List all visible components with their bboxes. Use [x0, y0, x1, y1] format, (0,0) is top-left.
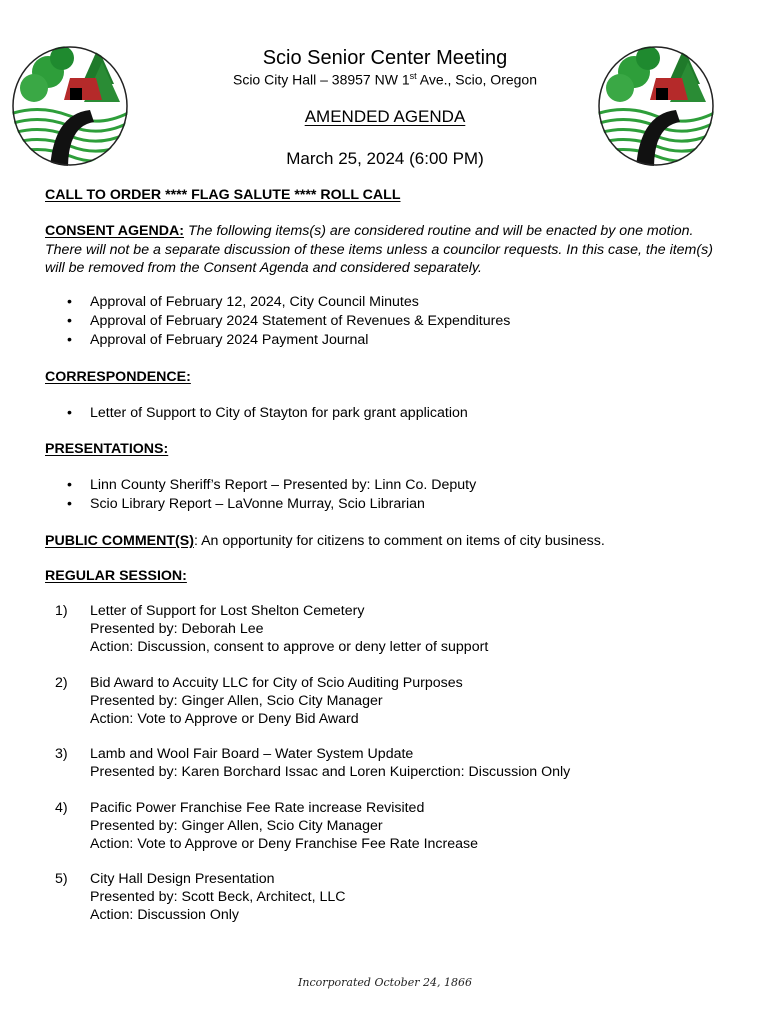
list-item-text: Approval of February 2024 Statement of Revenues & Expenditures — [90, 313, 511, 329]
item-action: Action: Discussion, consent to approve or deny letter of support — [90, 639, 489, 655]
agenda-title: AMENDED AGENDA — [304, 107, 466, 126]
regular-session-heading: REGULAR SESSION: — [45, 568, 187, 584]
item-number: 1) — [55, 603, 68, 619]
location-superscript: st — [409, 71, 417, 81]
call-to-order-heading: CALL TO ORDER **** FLAG SALUTE **** ROLL CALL — [45, 187, 401, 203]
list-item — [45, 293, 715, 312]
consent-agenda-section — [45, 222, 715, 278]
agenda-item-5 — [45, 870, 715, 924]
list-item-text: Approval of February 2024 Payment Journal — [90, 332, 369, 348]
bullet-icon: • — [67, 313, 72, 329]
item-number: 5) — [55, 871, 68, 887]
bullet-icon: • — [67, 332, 72, 348]
item-presenter: Presented by: Karen Borchard Issac and Loren Kuiperction: Discussion Only — [90, 764, 571, 780]
agenda-item-1 — [45, 602, 715, 656]
list-item — [45, 476, 715, 495]
correspondence-heading: CORRESPONDENCE: — [45, 369, 191, 385]
location-text-end: Ave., Scio, Oregon — [416, 71, 538, 88]
list-item — [45, 312, 715, 331]
item-action: Action: Vote to Approve or Deny Bid Award — [90, 711, 359, 727]
agenda-item-3 — [45, 745, 715, 781]
consent-agenda-intro: The following items(s) are considered routine and will be enacted by one motion. There will not be a separate discussion of these items unless a councilor requests. In this case, the item(s) will be removed from the Consent Agenda and considered separately. — [45, 223, 713, 276]
bullet-icon: • — [67, 477, 72, 493]
incorporation-footer: Incorporated October 24, 1866 — [298, 976, 472, 989]
bullet-icon: • — [67, 496, 72, 512]
public-comment-section — [45, 532, 715, 551]
presentations-list — [45, 476, 715, 514]
list-item-text: Scio Library Report – LaVonne Murray, Scio Librarian — [90, 496, 425, 512]
item-number: 3) — [55, 746, 68, 762]
item-presenter: Presented by: Deborah Lee — [90, 621, 264, 637]
item-action: Action: Vote to Approve or Deny Franchise Fee Rate Increase — [90, 836, 479, 852]
consent-agenda-list — [45, 293, 715, 350]
item-title: City Hall Design Presentation — [90, 871, 275, 887]
item-title: Lamb and Wool Fair Board – Water System Update — [90, 746, 414, 762]
bullet-icon: • — [67, 405, 72, 421]
list-item-text: Approval of February 12, 2024, City Council Minutes — [90, 294, 419, 310]
item-number: 2) — [55, 675, 68, 691]
list-item-text: Linn County Sheriff’s Report – Presented by: Linn Co. Deputy — [90, 477, 477, 493]
item-title: Bid Award to Accuity LLC for City of Scio Auditing Purposes — [90, 675, 463, 691]
correspondence-list — [45, 404, 715, 423]
list-item — [45, 331, 715, 350]
item-presenter: Presented by: Ginger Allen, Scio City Manager — [90, 693, 383, 709]
list-item — [45, 495, 715, 514]
meeting-title: Scio Senior Center Meeting — [262, 47, 508, 69]
item-action: Action: Discussion Only — [90, 907, 240, 923]
item-presenter: Presented by: Scott Beck, Architect, LLC — [90, 889, 346, 905]
location-text: Scio City Hall – 38957 NW 1 — [232, 71, 410, 88]
list-item — [45, 404, 715, 423]
public-comment-heading: PUBLIC COMMENT(S) — [45, 533, 194, 549]
agenda-item-4 — [45, 799, 715, 853]
item-title: Letter of Support for Lost Shelton Cemetery — [90, 603, 365, 619]
presentations-heading: PRESENTATIONS: — [45, 441, 169, 457]
item-number: 4) — [55, 800, 68, 816]
item-presenter: Presented by: Ginger Allen, Scio City Manager — [90, 818, 383, 834]
item-title: Pacific Power Franchise Fee Rate increase Revisited — [90, 800, 425, 816]
meeting-date: March 25, 2024 (6:00 PM) — [286, 149, 484, 168]
meeting-location — [0, 71, 770, 88]
public-comment-text: : An opportunity for citizens to comment on items of city business. — [193, 533, 605, 549]
consent-agenda-heading: CONSENT AGENDA: — [45, 223, 184, 239]
agenda-item-2 — [45, 674, 715, 728]
bullet-icon: • — [67, 294, 72, 310]
list-item-text: Letter of Support to City of Stayton for park grant application — [90, 405, 468, 421]
